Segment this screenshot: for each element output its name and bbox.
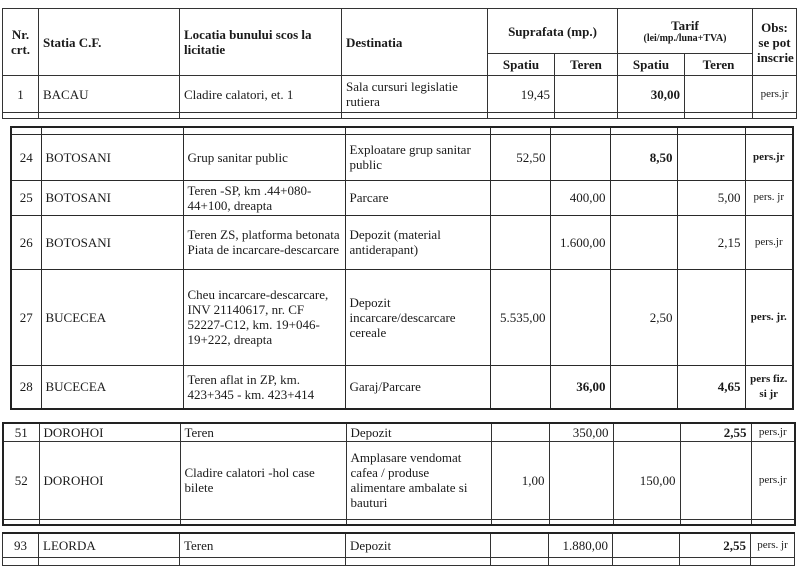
- cell-tarif-spatiu: 8,50: [610, 134, 677, 180]
- cell-sup-spatiu: [491, 533, 549, 557]
- cell-tarif-spatiu: [610, 365, 677, 409]
- cell-destinatia: Depozit: [346, 423, 491, 441]
- cell-nr: 25: [11, 180, 41, 215]
- cell-locatia: Teren: [180, 533, 346, 557]
- cell-destinatia: Garaj/Parcare: [345, 365, 490, 409]
- cut-row: [11, 127, 793, 134]
- cell-obs: pers.jr: [751, 423, 795, 441]
- cell-sup-teren: [550, 269, 610, 365]
- col-header-sup-spatiu: Spatiu: [488, 54, 555, 76]
- table-row: [11, 215, 793, 269]
- cell-sup-spatiu: 19,45: [488, 76, 555, 113]
- table-row: [3, 533, 795, 557]
- col-header-nr: Nr. crt.: [3, 9, 39, 76]
- cut-row: [3, 519, 795, 525]
- cell-tarif-teren: 4,65: [677, 365, 745, 409]
- cell-locatia: Cladire calatori -hol case bilete: [180, 441, 346, 519]
- cell-sup-spatiu: [490, 365, 550, 409]
- cell-nr: 28: [11, 365, 41, 409]
- table-fragment-leorda: [2, 532, 795, 566]
- cell-obs: pers. jr.: [745, 269, 793, 365]
- table-row: [3, 423, 795, 441]
- cell-tarif-teren: 2,55: [680, 533, 751, 557]
- cell-tarif-spatiu: [610, 180, 677, 215]
- cell-locatia: Teren: [180, 423, 346, 441]
- cell-tarif-spatiu: 2,50: [610, 269, 677, 365]
- table-row: [11, 180, 793, 215]
- cut-row: [3, 113, 797, 119]
- cell-nr: 51: [3, 423, 39, 441]
- cell-locatia: Cladire calatori, et. 1: [180, 76, 342, 113]
- cell-destinatia: Exploatare grup sanitar public: [345, 134, 490, 180]
- cell-obs: pers.jr: [745, 134, 793, 180]
- cell-nr: 26: [11, 215, 41, 269]
- cell-tarif-spatiu: [613, 423, 680, 441]
- cell-destinatia: Depozit (material antiderapant): [345, 215, 490, 269]
- cell-destinatia: Depozit: [346, 533, 491, 557]
- cell-sup-teren: [550, 134, 610, 180]
- cell-statia: BOTOSANI: [41, 180, 183, 215]
- cell-tarif-spatiu: [610, 215, 677, 269]
- cell-nr: 24: [11, 134, 41, 180]
- cell-tarif-spatiu: [613, 533, 680, 557]
- cell-statia: BUCECEA: [41, 365, 183, 409]
- cell-tarif-teren: [680, 441, 751, 519]
- table-row: [3, 76, 797, 113]
- cell-tarif-teren: 2,15: [677, 215, 745, 269]
- cell-sup-spatiu: 52,50: [490, 134, 550, 180]
- col-header-tarif: [618, 9, 753, 54]
- cell-sup-teren: 1.600,00: [550, 215, 610, 269]
- cell-tarif-spatiu: 30,00: [618, 76, 685, 113]
- cell-statia: LEORDA: [39, 533, 180, 557]
- table-fragment-dorohoi: [2, 422, 796, 526]
- table-fragment-botosani-bucecea: [10, 126, 794, 410]
- cell-statia: DOROHOI: [39, 441, 180, 519]
- table-fragment-header: [2, 8, 797, 119]
- col-header-tarif-spatiu: Spatiu: [618, 54, 685, 76]
- cell-tarif-teren: [685, 76, 753, 113]
- cell-statia: BUCECEA: [41, 269, 183, 365]
- cell-sup-teren: [555, 76, 618, 113]
- cell-tarif-teren: 2,55: [680, 423, 751, 441]
- col-header-destinatia: Destinatia: [342, 9, 488, 76]
- cell-sup-spatiu: [490, 180, 550, 215]
- cell-sup-spatiu: 1,00: [491, 441, 549, 519]
- col-header-statia: Statia C.F.: [39, 9, 180, 76]
- cell-statia: BOTOSANI: [41, 215, 183, 269]
- cell-sup-spatiu: [490, 215, 550, 269]
- cell-locatia: Teren ZS, platforma betonata Piata de incarcare-descarcare: [183, 215, 345, 269]
- cell-tarif-spatiu: 150,00: [613, 441, 680, 519]
- rows-table-4: [2, 532, 795, 566]
- cell-tarif-teren: [677, 269, 745, 365]
- rows-table-2: [10, 126, 794, 410]
- cell-nr: 52: [3, 441, 39, 519]
- rows-table-3: [2, 422, 796, 526]
- cell-destinatia: Depozit incarcare/descarcare cereale: [345, 269, 490, 365]
- cell-sup-teren: 1.880,00: [549, 533, 613, 557]
- cell-statia: BACAU: [39, 76, 180, 113]
- cell-sup-teren: 36,00: [550, 365, 610, 409]
- col-header-locatia: Locatia bunului scos la licitatie: [180, 9, 342, 76]
- header-table: [2, 8, 797, 119]
- tarif-unit: (lei/mp./luna+TVA): [643, 32, 727, 44]
- cell-locatia: Teren -SP, km .44+080-44+100, dreapta: [183, 180, 345, 215]
- col-header-tarif-teren: Teren: [685, 54, 753, 76]
- cell-nr: 1: [3, 76, 39, 113]
- cell-obs: pers.jr: [745, 215, 793, 269]
- table-row: [11, 365, 793, 409]
- cut-row: [3, 557, 795, 565]
- cell-statia: BOTOSANI: [41, 134, 183, 180]
- cell-locatia: Cheu incarcare-descarcare, INV 21140617, nr. CF 52227-C12, km. 19+046-19+222, dreapta: [183, 269, 345, 365]
- cell-nr: 27: [11, 269, 41, 365]
- cell-obs: pers. jr: [751, 533, 795, 557]
- cell-destinatia: Sala cursuri legislatie rutiera: [342, 76, 488, 113]
- cell-sup-spatiu: 5.535,00: [490, 269, 550, 365]
- cell-locatia: Teren aflat in ZP, km. 423+345 - km. 423+414: [183, 365, 345, 409]
- cell-sup-teren: 350,00: [549, 423, 613, 441]
- tarif-title: Tarif: [671, 17, 699, 33]
- cell-tarif-teren: 5,00: [677, 180, 745, 215]
- cell-locatia: Grup sanitar public: [183, 134, 345, 180]
- cell-statia: DOROHOI: [39, 423, 180, 441]
- table-row: [3, 441, 795, 519]
- col-header-suprafata: Suprafata (mp.): [488, 9, 618, 54]
- cell-sup-spatiu: [491, 423, 549, 441]
- cell-destinatia: Amplasare vendomat cafea / produse alimentare ambalate si bauturi: [346, 441, 491, 519]
- cell-obs: pers.jr: [753, 76, 797, 113]
- cell-sup-teren: 400,00: [550, 180, 610, 215]
- cell-obs: pers.jr: [751, 441, 795, 519]
- cell-obs: pers. jr: [745, 180, 793, 215]
- cell-tarif-teren: [677, 134, 745, 180]
- table-row: [11, 134, 793, 180]
- col-header-sup-teren: Teren: [555, 54, 618, 76]
- table-row: [11, 269, 793, 365]
- cell-sup-teren: [549, 441, 613, 519]
- cell-obs: pers fiz. si jr: [745, 365, 793, 409]
- col-header-obs: Obs: se pot inscrie: [753, 9, 797, 76]
- cell-destinatia: Parcare: [345, 180, 490, 215]
- cell-nr: 93: [3, 533, 39, 557]
